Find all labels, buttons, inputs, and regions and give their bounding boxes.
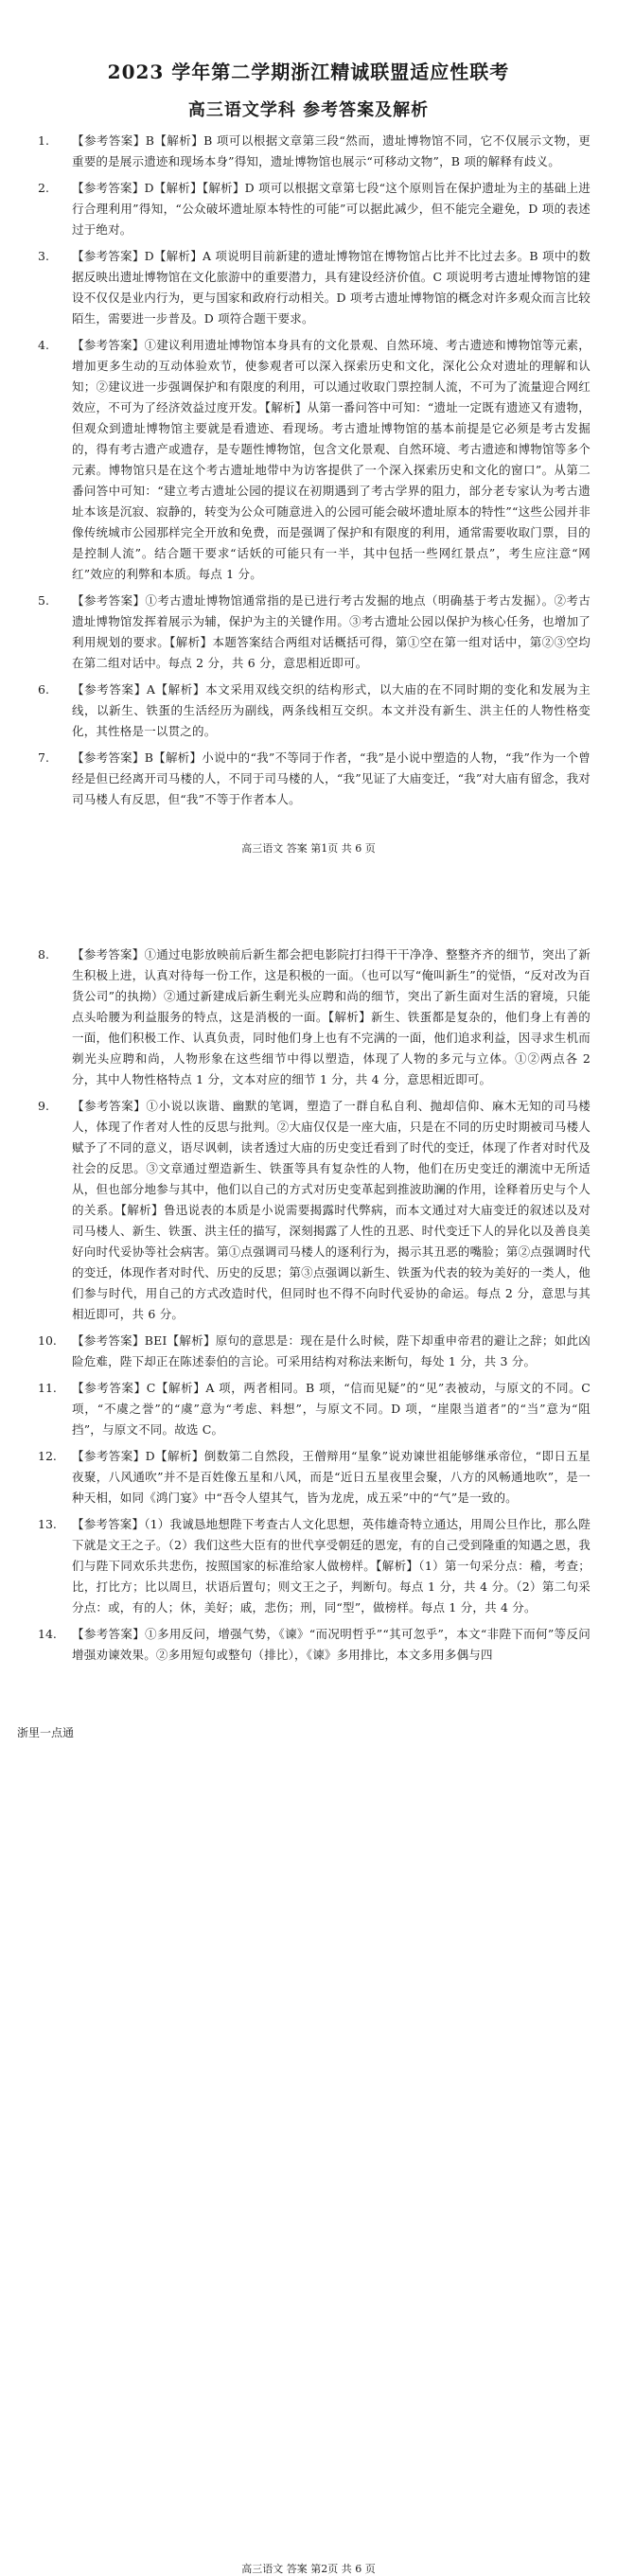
item-number: 2. — [38, 181, 49, 195]
item-number: 11. — [38, 1381, 57, 1395]
answer-item-9 — [38, 1096, 591, 1325]
answer-item-3 — [38, 246, 591, 329]
answer-item-14 — [38, 1624, 591, 1666]
answer-item-12 — [38, 1446, 591, 1509]
answer-item-6 — [38, 679, 591, 742]
item-text: 【参考答案】B【解析】小说中的“我”不等同于作者，“我”是小说中塑造的人物，“我”作为一个曾经是但已经离开司马楼的人，不同于司马楼的人，“我”见证了大庙变迁，“我”对大庙有留念，我对司马楼人有反思，但“我”不等于作者本人。 — [72, 750, 591, 806]
page-footer: 高三语文 答案 第2页 共 6 页 — [241, 2563, 376, 2575]
answer-item-11 — [38, 1378, 591, 1440]
item-text: 【参考答案】BEI【解析】原句的意思是：现在是什么时候，陛下却重申帝君的避让之辞；如此凶险危难，陛下却正在陈述泰伯的言论。可采用结构对称法来断句，每处 1 分，共 3 分。 — [72, 1333, 591, 1368]
item-text: 【参考答案】①小说以诙谐、幽默的笔调，塑造了一群自私自利、抛却信仰、麻木无知的司马楼人，体现了作者对人性的反思与批判。②大庙仅仅是一座大庙，只是在不同的历史时期被司马楼人赋予了不同的意义，语尽讽刺，读者透过大庙的历史变迁看到了时代的变迁，体现了作者对时代及社会的反思。③文章通过塑造新生、铁蛋等具有复杂性的人物，他们在历史变迁的潮流中无所适从，但也部分地参与其中，他们以自己的方式对历史变革起到推波助澜的作用，诠释着历史与个人的关系。【解析】鲁迅说表的本质是小说需要揭露时代弊病，而本文通过对大庙变迁的叙述以及对司马楼人、新生、铁蛋、洪主任的描写，深刻揭露了人性的丑恶、时代变迁下人的异化以及善良美好向时代妥协等社会病害。第①点强调司马楼人的逐利行为，揭示其丑恶的嘴脸；第②点强调时代的变迁，体现作者对时代、历史的反思；第③点强调以新生、铁蛋为代表的较为美好的一类人，他们参与时代，用自己的方式改造时代，但同时也不得不向时代妥协的命运。每点 2 分，意思与其相近即可，共 6 分。 — [72, 1099, 591, 1321]
page-footer: 高三语文 答案 第1页 共 6 页 — [241, 842, 376, 855]
answer-list-page-2 — [38, 944, 591, 1671]
item-number: 5. — [38, 593, 49, 608]
item-text: 【参考答案】D【解析】【解析】D 项可以根据文章第七段“这个原则旨在保护遗址为主的基础上进行合理利用”得知，“公众破坏遗址原本特性的可能”可以据此减少，但不能完全避免，D 项的表述过于绝对。 — [72, 181, 591, 237]
answer-item-7 — [38, 748, 591, 810]
answer-item-13 — [38, 1514, 591, 1618]
item-text: 【参考答案】①通过电影放映前后新生都会把电影院打扫得干干净净、整整齐齐的细节，突出了新生积极上进，认真对待每一份工作，这是积极的一面。（也可以写“俺叫新生”的觉悟，“反对改为百货公司”的执拗）②通过新建成后新生剩光头应聘和尚的细节，突出了新生面对生活的窘境，只能点头哈腰为利益服务的特点，这是消极的一面。【解析】新生、铁蛋都是复杂的，他们身上有善的一面，他们积极工作、认真负责，同时他们身上也有不完满的一面，他们追求利益，因寻求生机而剃光头应聘和尚，人物形象在这些细节中得以塑造，体现了人物的多元与立体。①②两点各 2 分，其中人物性格特点 1 分，文本对应的细节 1 分，共 4 分，意思相近即可。 — [72, 947, 591, 1086]
item-number: 9. — [38, 1099, 49, 1113]
item-text: 【参考答案】B【解析】B 项可以根据文章第三段“然而，遗址博物馆不同，它不仅展示文物，更重要的是展示遗迹和现场本身”得知，遗址博物馆也展示“可移动文物”，B 项的解释有歧义。 — [72, 133, 591, 168]
answer-item-2 — [38, 178, 591, 240]
item-number: 7. — [38, 750, 49, 765]
item-number: 12. — [38, 1449, 57, 1463]
answer-item-10 — [38, 1331, 591, 1372]
answer-item-5 — [38, 591, 591, 674]
watermark-text: 浙里一点通 — [17, 1726, 75, 1739]
item-text: 【参考答案】①考古遗址博物馆通常指的是已进行考古发掘的地点（明确基于考古发掘）。②考古遗址博物馆发挥着展示为辅，保护为主的关键作用。③考古遗址公园以保护为核心任务，也增加了利用规划的要求。【解析】本题答案结合两组对话概括可得，第①空在第一组对话中，第②③空均在第二组对话中。每点 2 分，共 6 分，意思相近即可。 — [72, 593, 591, 670]
item-text: 【参考答案】A【解析】本文采用双线交织的结构形式，以大庙的在不同时期的变化和发展为主线，以新生、铁蛋的生活经历为副线，两条线相互交织。本文并没有新生、洪主任的人物性格变化，其性格是一以贯之的。 — [72, 682, 591, 738]
item-number: 14. — [38, 1627, 57, 1641]
item-text: 【参考答案】D【解析】倒数第二自然段，王僧辩用“星象”说劝谏世祖能够继承帝位，“即日五星夜聚，八风通吹”并不是百姓像五星和八风，而是“近日五星夜里会聚，八方的风畅通地吹”，是一种天相，如同《鸿门宴》中“吾令人望其气，皆为龙虎，成五采”中的“气”是一致的。 — [72, 1449, 591, 1505]
item-text: 【参考答案】①建议利用遗址博物馆本身具有的文化景观、自然环境、考古遗迹和博物馆等元素，增加更多生动的互动体验欢节，使参观者可以深入探索历史和文化，深化公众对遗址的理解和认知；②建议进一步强调保护和有限度的利用，可以通过收取门票控制人流，不可为了流量迎合网红效应，不可为了经济效益过度开发。【解析】从第一番问答中可知：“遗址一定既有遗迹又有遗物，但观众到遗址博物馆主要就是看遗迹、看现场。考古遗址博物馆的基本前提是它必须是考古发掘的，得有考古遗产或遗存，是专题性博物馆，包含文化景观、自然环境、考古遗迹和博物馆等多个元素。博物馆只是在这个考古遗址地带中为访客提供了一个深入探索历史和文化的窗口”。从第二番问答中可知：“建立考古遗址公园的提议在初期遇到了考古学界的阻力，部分老专家认为考古遗址本该是沉寂、寂静的，转变为公众可随意进入的公园可能会破坏遗址原本的特性”“这些公园并非像传统城市公园那样完全开放和免费，而是强调了保护和有限度的利用，通常需要收取门票，目的是控制人流”。结合题干要求“话妖的可能只有一半，其中包括一些网红景点”，考生应注意“网红”效应的利弊和本质。每点 1 分。 — [72, 338, 591, 581]
item-text: 【参考答案】①多用反问，增强气势，《谏》“而况明哲乎”“其可忽乎”，本文“非陛下而何”等反问增强劝谏效果。②多用短句或整句（排比），《谏》多用排比，本文多用多偶与四 — [72, 1627, 591, 1662]
item-number: 6. — [38, 682, 49, 697]
answer-page-1 — [0, 0, 617, 871]
item-number: 8. — [38, 947, 49, 962]
item-text: 【参考答案】D【解析】A 项说明目前新建的遗址博物馆在博物馆占比并不比过去多。B 项中的数据反映出遗址博物馆在文化旅游中的重要潜力，具有建设经济价值。C 项说明考古遗址博物馆的建设不仅仅是业内行为，更与国家和政府行动相关。D 项考古遗址博物馆的概念对许多观众而言比较陌生，需要进一步普及。D 项符合题干要求。 — [72, 249, 591, 326]
item-number: 13. — [38, 1517, 57, 1531]
item-number: 4. — [38, 338, 49, 352]
item-text: 【参考答案】（1）我诚恳地想陛下考查古人文化思想，英伟雄奇特立通达，用周公旦作比，那么陛下就是文王之子。（2）我们这些大臣有的世代享受朝廷的恩宠，有的自己受到隆重的知遇之恩，我们与陛下同欢乐共悲伤，按照国家的标准给家人做榜样。【解析】（1）第一句采分点：稽，考查；比，打比方；比以周旦，状语后置句；则文王之子，判断句。每点 1 分，共 4 分。（2）第二句采分点：或，有的人；休，美好；戚，悲伤；刑，同“型”，做榜样。每点 1 分，共 4 分。 — [72, 1517, 591, 1614]
item-number: 1. — [38, 133, 49, 148]
page-title: 2023 学年第二学期浙江精诚联盟适应性联考 — [107, 61, 510, 83]
answer-item-1 — [38, 131, 591, 172]
page-subtitle: 高三语文学科 参考答案及解析 — [187, 100, 430, 120]
item-text: 【参考答案】C【解析】A 项，两者相同。B 项，“信而见疑”的“见”表被动，与原文的不同。C 项，“不虞之誉”的“虞”意为“考虑、料想”，与原文不同。D 项，“崖限当道者”的“当”意为“阻挡”，与原文不同。故选 C。 — [72, 1381, 591, 1437]
answer-item-8 — [38, 944, 591, 1090]
answer-item-4 — [38, 335, 591, 585]
answer-list-page-1 — [38, 131, 591, 816]
item-number: 3. — [38, 249, 49, 263]
answer-page-2 — [0, 871, 617, 2575]
item-number: 10. — [38, 1333, 57, 1348]
